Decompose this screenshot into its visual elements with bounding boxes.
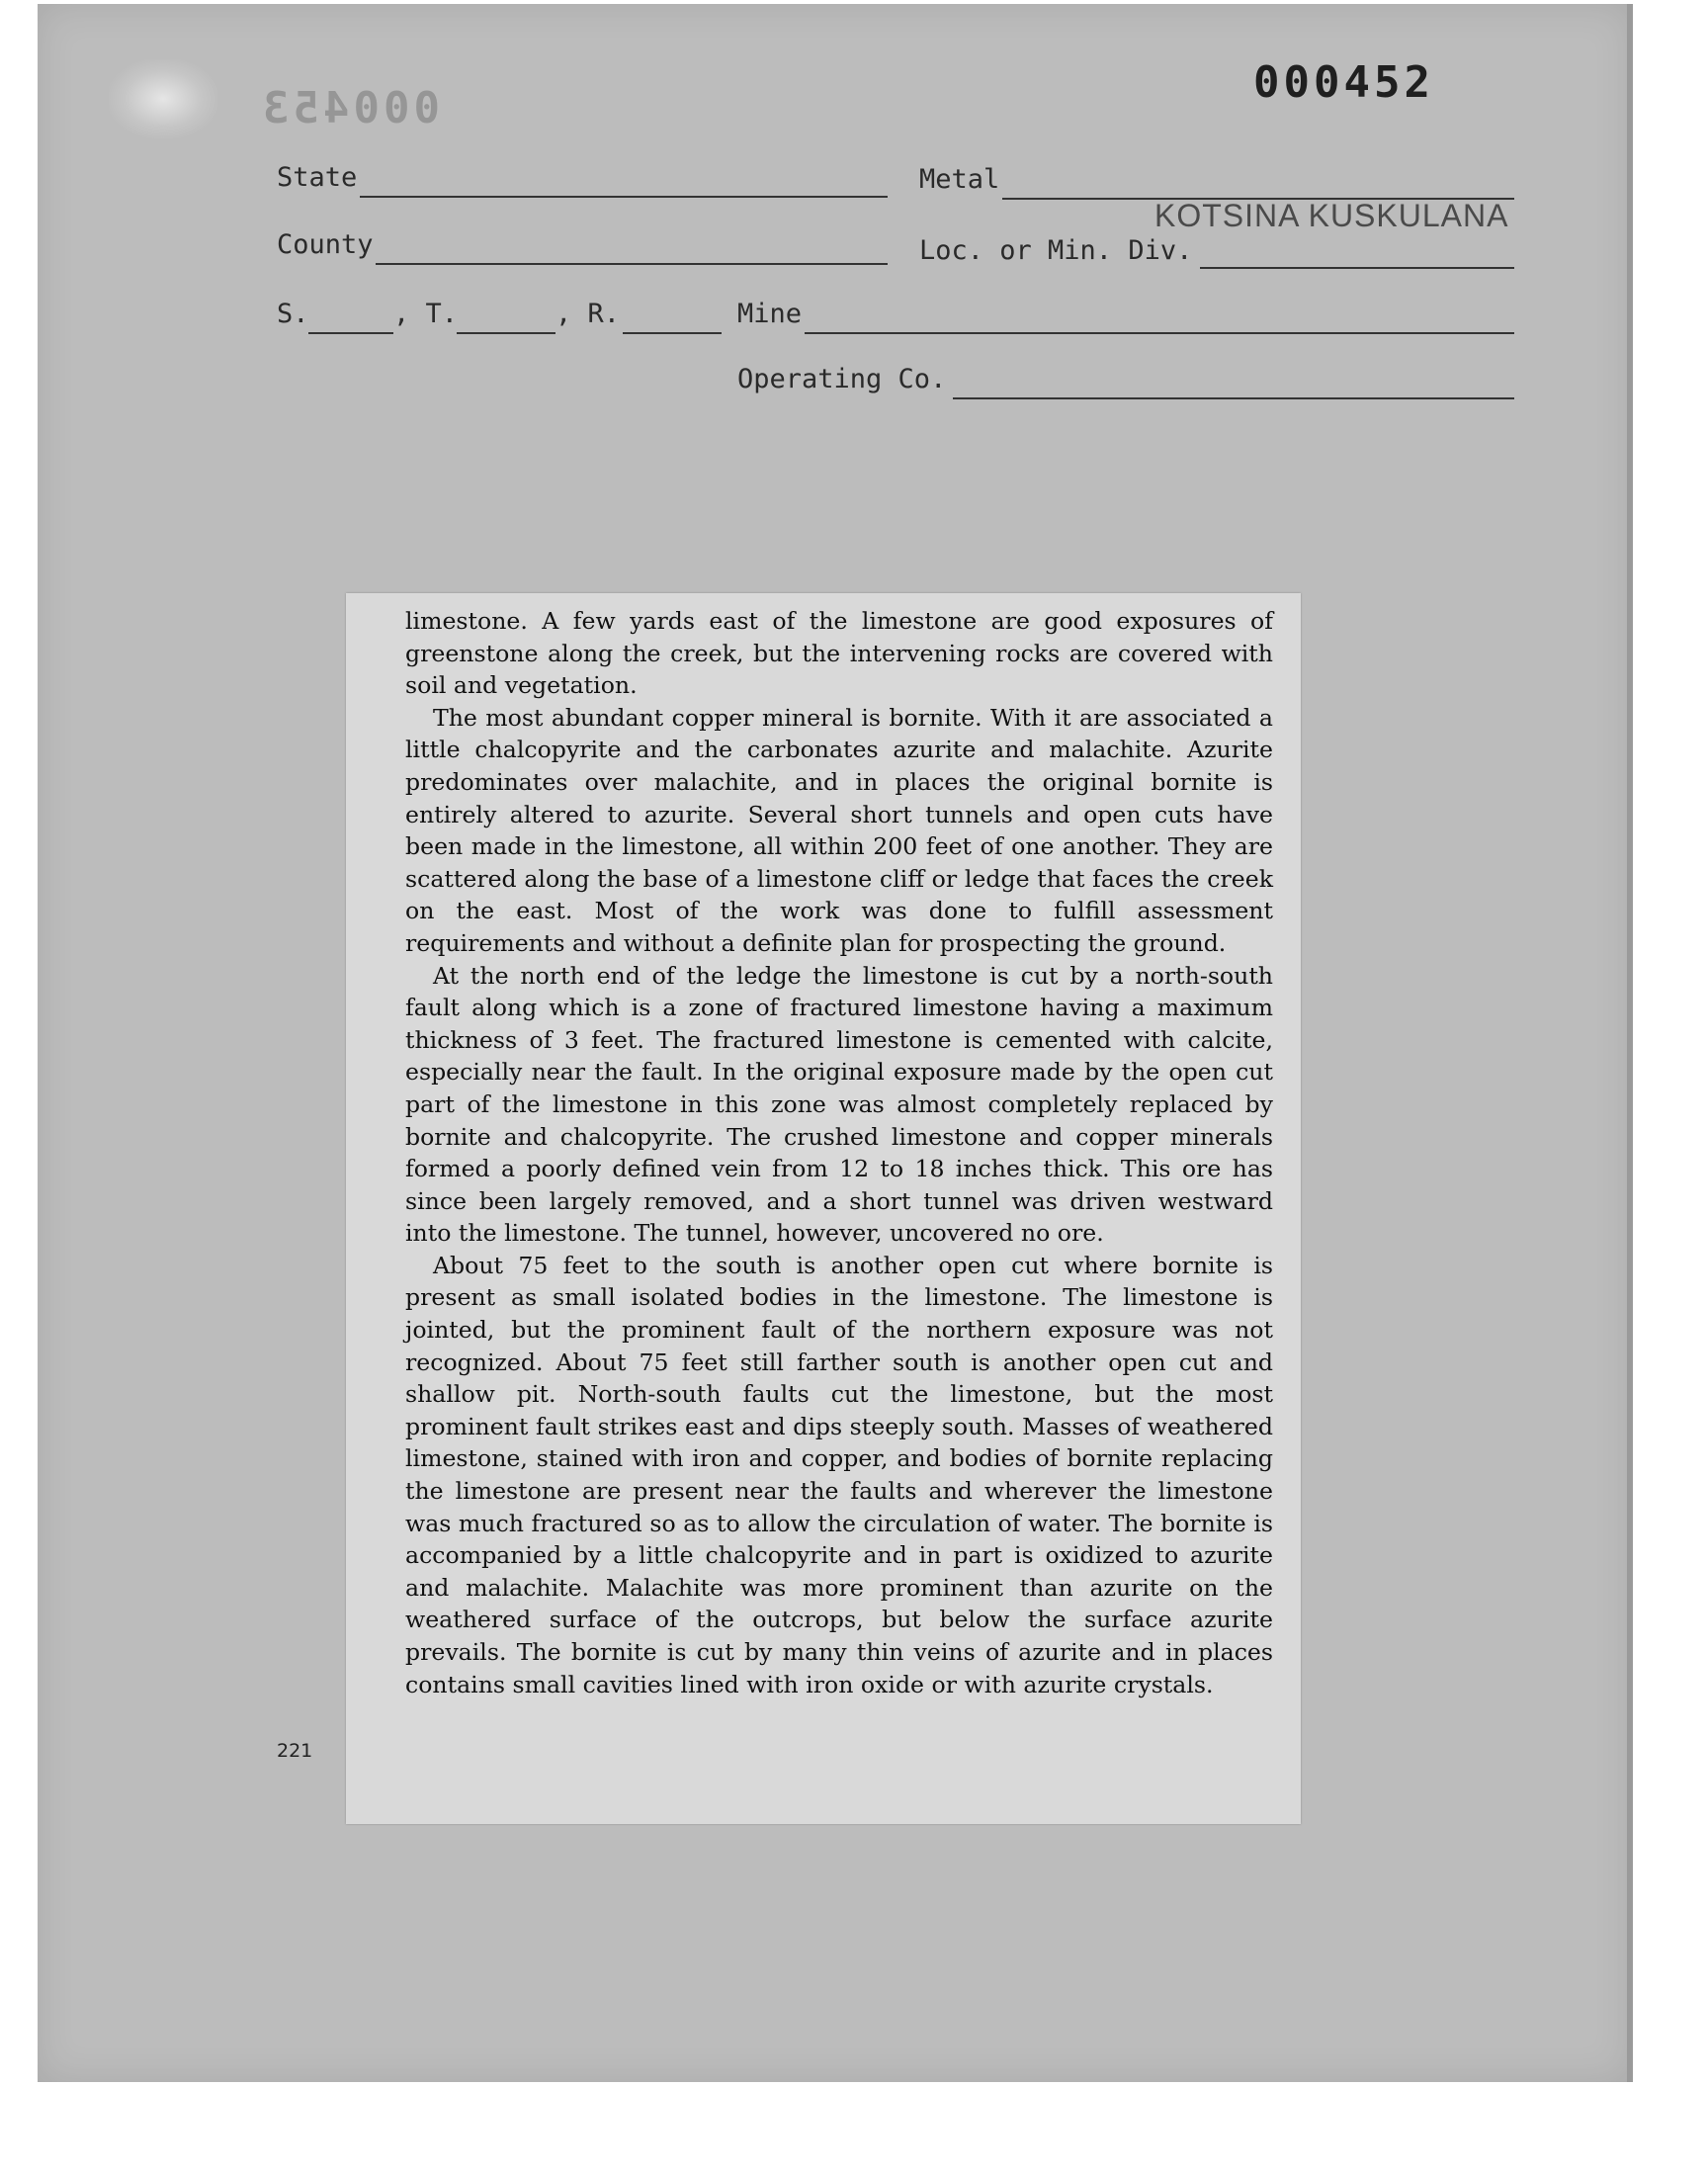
- mine-field: [805, 332, 1514, 334]
- ink-smudge: [109, 59, 217, 138]
- operating-co-label: Operating Co.: [737, 364, 947, 394]
- loc-label: Loc. or Min. Div.: [919, 235, 1193, 266]
- range-label: , R.: [555, 299, 621, 329]
- loc-field: [1200, 267, 1514, 269]
- page-number: 221: [277, 1740, 313, 1762]
- section-field: [308, 332, 393, 334]
- county-label: County: [277, 229, 374, 260]
- clipping-paragraph: About 75 feet to the south is another open cut where bornite is present as small isolated bodies in the limestone. The limestone is jointed, but the prominent fault of the northern exposure was not recognized. About 75 feet still farther south is another open cut and shallow pit. North-south faults cut the limestone, but the most prominent fault strikes east and dips steeply south. Masses of weathered limestone, stained with iron and copper, and bodies of bornite replacing the limestone are present near the faults and wherever the limestone was much fractured so as to allow the circulation of water. The bornite is accompanied by a little chalcopyrite and in part is oxidized to azurite and malachite. Malachite was more prominent than azurite on the weathered surface of the outcrops, but below the surface azurite prevails. The bornite is cut by many thin veins of azurite and in places contains small cavities lined with iron oxide or with azurite crystals.: [405, 1251, 1273, 1698]
- mine-label: Mine: [737, 299, 803, 329]
- card-edge: [1627, 4, 1633, 2082]
- metal-label: Metal: [919, 164, 1000, 195]
- state-label: State: [277, 162, 358, 193]
- clipping-paragraph: At the north end of the ledge the limestone is cut by a north-south fault along which is a zone of fractured limestone having a maximum thickness of 3 feet. The fractured limestone is cemented with calcite, especially near the fault. In the original exposure made by the open cut part of the limestone in this zone was almost completely replaced by bornite and chalcopyrite. The crushed limestone and copper minerals formed a poorly defined vein from 12 to 18 inches thick. This ore has since been largely removed, and a short tunnel was driven westward into the limestone. The tunnel, however, uncovered no ore.: [405, 961, 1273, 1248]
- range-field: [623, 332, 722, 334]
- pasted-text-clipping: [346, 593, 1301, 1824]
- section-label: S.: [277, 299, 309, 329]
- operating-co-field: [953, 397, 1514, 399]
- township-label: , T.: [393, 299, 459, 329]
- township-field: [457, 332, 555, 334]
- state-field: [360, 196, 888, 198]
- card-number: 000452: [1253, 57, 1434, 108]
- clipping-body: [405, 605, 1273, 1700]
- clipping-paragraph: The most abundant copper mineral is bornite. With it are associated a little chalcopyrite and the carbonates azurite and malachite. Azurite predominates over malachite, and in places the original bornite is entirely altered to azurite. Several short tunnels and open cuts have been made in the limestone, all within 200 feet of one another. They are scattered along the base of a limestone cliff or ledge that faces the creek on the east. Most of the work was done to fulfill assessment requirements and without a definite plan for prospecting the ground.: [405, 703, 1273, 957]
- ghost-card-number: 000453: [259, 83, 440, 133]
- loc-value-stamp: KOTSINA KUSKULANA: [1154, 198, 1509, 233]
- clipping-paragraph: limestone. A few yards east of the limestone are good exposures of greenstone along the creek, but the intervening rocks are covered with soil and vegetation.: [405, 607, 1273, 700]
- county-field: [376, 263, 888, 265]
